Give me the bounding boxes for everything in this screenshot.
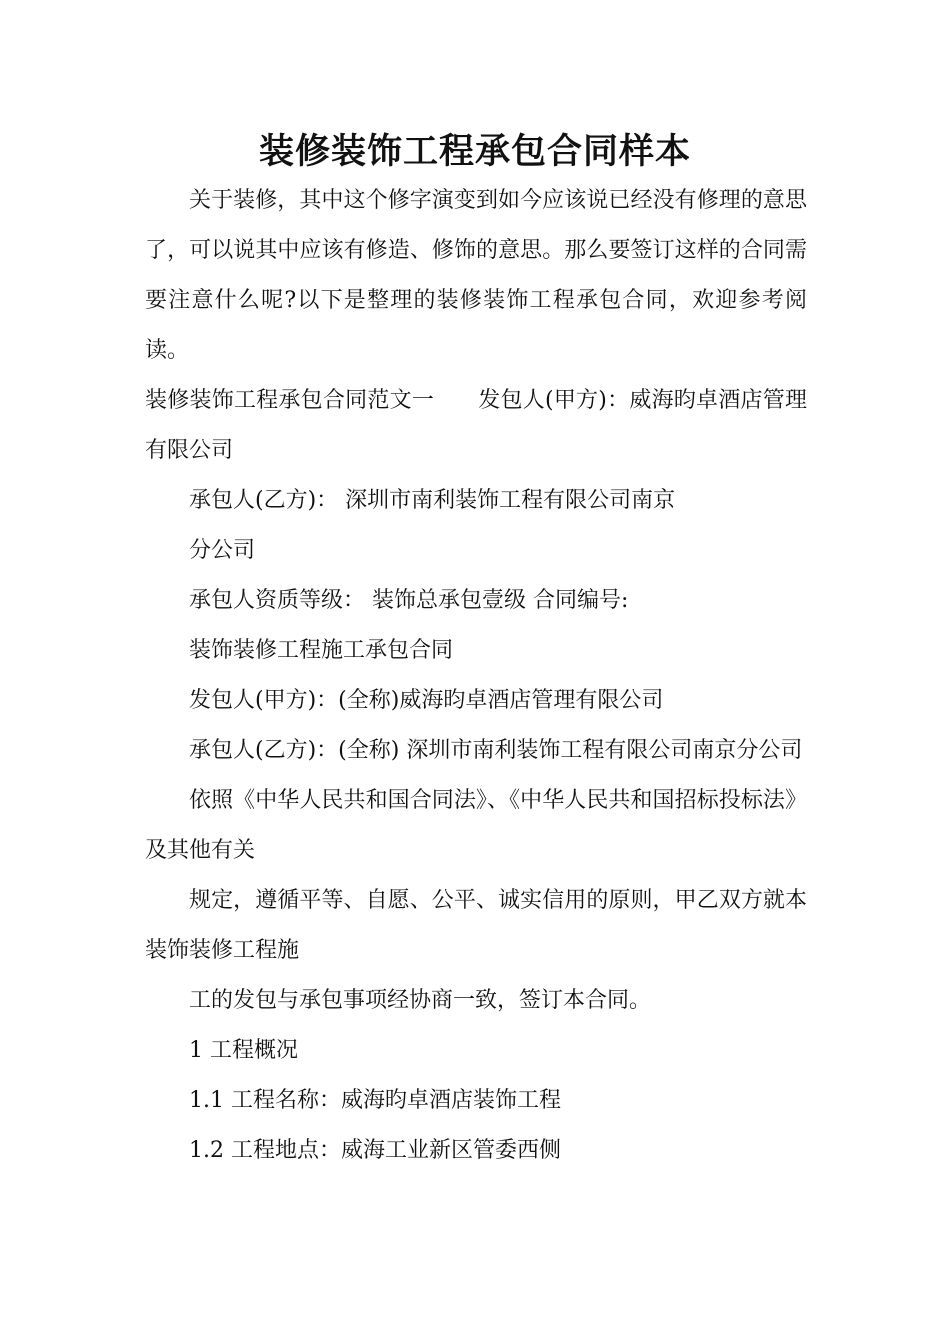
document-body xyxy=(145,176,807,1176)
party-a-full: 发包人(甲方)：(全称)威海昀卓酒店管理有限公司 xyxy=(189,688,664,713)
party-b-line-2: 分公司 xyxy=(189,538,256,563)
item-1-2: 1.2 工程地点：威海工业新区管委西侧 xyxy=(189,1138,561,1163)
item-1-1: 1.1 工程名称：威海昀卓酒店装饰工程 xyxy=(189,1088,561,1113)
qualification-line: 承包人资质等级： 装饰总承包壹级 合同编号: xyxy=(189,588,629,613)
party-b-line-1: 承包人(乙方)： 深圳市南利装饰工程有限公司南京 xyxy=(189,488,676,513)
sample-heading-paragraph xyxy=(145,376,807,476)
party-b-full: 承包人(乙方)：(全称) 深圳市南利装饰工程有限公司南京分公司 xyxy=(189,738,803,763)
contract-name: 装饰装修工程施工承包合同 xyxy=(189,638,454,663)
basis-paragraph-3: 工的发包与承包事项经协商一致，签订本合同。 xyxy=(189,988,652,1013)
section-heading-1: 1 工程概况 xyxy=(189,1038,298,1063)
sample-heading: 装修装饰工程承包合同范文一 xyxy=(145,388,435,413)
basis-paragraph-1: 依照《中华人民共和国合同法》、《中华人民共和国招标投标法》及其他有关 xyxy=(145,788,807,863)
document-title: 装修装饰工程承包合同样本 xyxy=(258,132,691,172)
basis-paragraph-2: 规定，遵循平等、自愿、公平、诚实信用的原则，甲乙双方就本装饰装修工程施 xyxy=(145,888,807,963)
party-a-line: 发包人(甲方)：威海昀卓酒店管理有限公司 xyxy=(145,388,807,463)
intro-paragraph: 关于装修，其中这个修字演变到如今应该说已经没有修理的意思了，可以说其中应该有修造、修饰的意思。那么要签订这样的合同需要注意什么呢?以下是整理的装修装饰工程承包合同，欢迎参考阅读。 xyxy=(145,188,807,363)
